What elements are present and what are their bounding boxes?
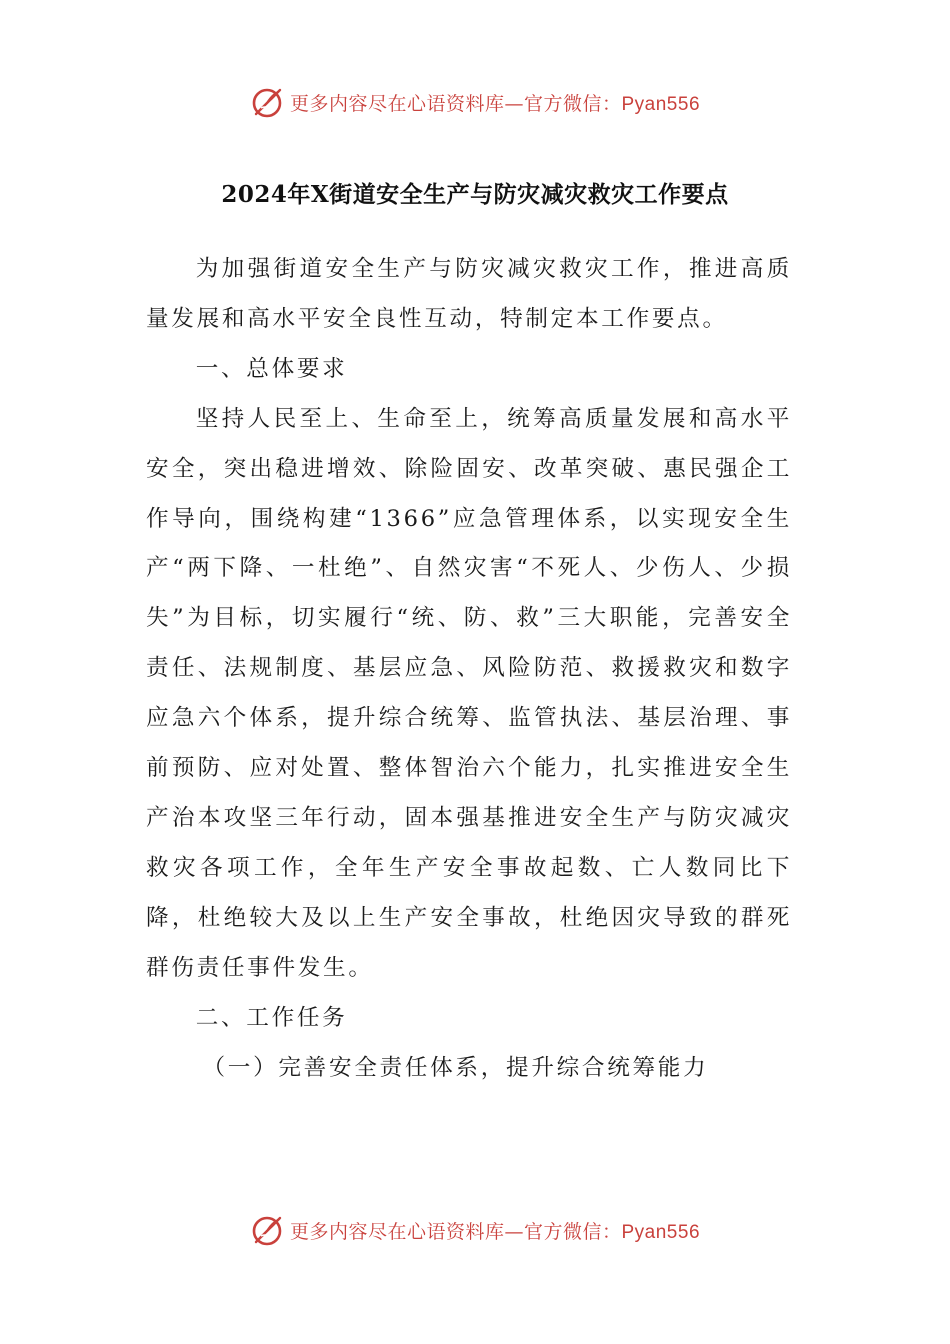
watermark-wechat-id: Pyan556: [621, 1221, 701, 1243]
document-title: 2024年X街道安全生产与防灾减灾救灾工作要点: [221, 181, 729, 208]
paragraph-intro: 为加强街道安全生产与防灾减灾救灾工作，推进高质量发展和高水平安全良性互动，特制定本工作要点。: [146, 256, 792, 332]
watermark-wechat-id: Pyan556: [621, 93, 701, 115]
watermark-main: 更多内容尽在心语资料库: [289, 1220, 505, 1243]
watermark-main: 更多内容尽在心语资料库: [289, 92, 505, 115]
section-heading-work-tasks: 二、工作任务: [195, 1004, 348, 1031]
watermark-text: [290, 1217, 700, 1244]
quill-logo-icon: [250, 1212, 286, 1248]
paragraph-overall-requirements: 坚持人民至上、生命至上，统筹高质量发展和高水平安全，突出稳进增效、除险固安、改革突破、惠民强企工作导向，围绕构建“1366”应急管理体系，以实现安全生产“两下降、一杜绝”、自然灾害“不死人、少伤人、少损失”为目标，切实履行“统、防、救”三大职能，完善安全责任、法规制度、基层应急、风险防范、救援救灾和数字应急六个体系，提升综合统筹、监管执法、基层治理、事前预防、应对处置、整体智治六个能力，扎实推进安全生产治本攻坚三年行动，固本强基推进安全生产与防灾减灾救灾各项工作，全年生产安全事故起数、亡人数同比下降，杜绝较大及以上生产安全事故，杜绝因灾导致的群死群伤责任事件发生。: [146, 405, 792, 981]
footer-watermark-banner: [0, 1210, 950, 1250]
watermark-dash: —: [504, 92, 524, 115]
section-heading-overall-requirements: 一、总体要求: [195, 355, 348, 382]
watermark-dash: —: [504, 1220, 524, 1243]
header-watermark-banner: [0, 82, 950, 122]
quill-logo-icon: [250, 84, 286, 120]
document-body: [146, 245, 792, 1093]
watermark-wechat-label: 官方微信：: [523, 1220, 622, 1243]
subsection-heading-1: （一）完善安全责任体系，提升综合统筹能力: [202, 1054, 709, 1081]
watermark-text: [290, 89, 700, 116]
watermark-wechat-label: 官方微信：: [523, 92, 622, 115]
